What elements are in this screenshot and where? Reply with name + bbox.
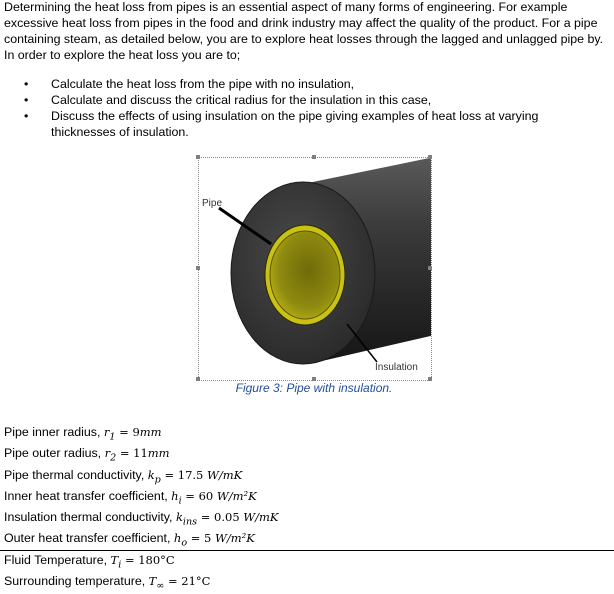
param-value: 60 (198, 488, 214, 503)
param-subscript: 1 (109, 431, 116, 443)
param-row: Pipe inner radius, $r_1 = 9mm$ (4, 425, 162, 443)
resize-handle[interactable] (428, 155, 432, 159)
bullet-icon: • (24, 109, 29, 123)
param-symbol: r (104, 446, 111, 461)
param-row: Fluid Temperature, $T_i = 180^\circ C$ (4, 552, 175, 571)
resize-handle[interactable] (312, 155, 316, 159)
param-symbol: r (103, 425, 110, 439)
resize-handle[interactable] (428, 266, 432, 270)
intro-paragraph: Determining the heat loss from pipes is an essential aspect of many forms of engineering. For example excessive heat loss from pipes in the food and drink industry may affect the quality of the product. For a pipe containing steam, as detailed below, you are to explore heat losses through the lagged and unlagged pipe by. In order to explore the heat loss you are to; (4, 0, 604, 62)
parameter-list (4, 424, 279, 594)
pipe-illustration (199, 158, 431, 380)
resize-handle[interactable] (196, 155, 200, 159)
task-text: Discuss the effects of using insulation on the pipe giving examples of heat loss at varying thicknesses of insulation. (51, 109, 539, 139)
task-item (24, 92, 604, 108)
param-symbol: k (175, 510, 183, 525)
param-value: 5 (204, 531, 212, 546)
figure-caption: Figure 3: Pipe with insulation. (235, 381, 393, 395)
param-label: Outer heat transfer coefficient, (4, 531, 174, 546)
param-label: Pipe thermal conductivity, (4, 467, 148, 482)
param-subscript: o (181, 537, 188, 549)
task-text: Calculate and discuss the critical radius for the insulation in this case, (51, 93, 432, 107)
param-unit: W/m²K (215, 531, 255, 546)
param-unit: mm (139, 425, 162, 439)
param-label: Pipe inner radius, (4, 425, 104, 439)
task-text: Calculate the heat loss from the pipe with no insulation, (51, 77, 355, 91)
param-unit: W/mK (243, 510, 279, 525)
param-label: Insulation thermal conductivity, (4, 510, 176, 525)
bullet-icon: • (24, 93, 29, 107)
param-symbol: T (110, 552, 119, 567)
pipe-bore (270, 231, 340, 319)
pipe-label: Pipe (202, 198, 223, 209)
param-value: 11 (133, 446, 148, 461)
param-label: Surrounding temperature, (4, 574, 149, 589)
param-symbol: T (148, 574, 157, 589)
param-row: Outer heat transfer coefficient, $h_o = 5$ W/m²K (4, 531, 255, 549)
param-row: Surrounding temperature, $T_\infty = 21^\circ C$ (4, 574, 211, 592)
param-row: Inner heat transfer coefficient, $h_i = 60$ W/m²K (4, 488, 257, 507)
insulation-label: Insulation (375, 362, 418, 373)
param-subscript: i (178, 495, 182, 507)
param-subscript: ∞ (156, 580, 165, 592)
param-symbol: h (171, 488, 179, 503)
param-unit: W/m²K (216, 488, 257, 503)
task-item (24, 108, 604, 140)
task-item (24, 76, 604, 92)
param-label: Pipe outer radius, (4, 446, 105, 461)
param-unit: W/mK (207, 467, 243, 482)
param-unit: mm (147, 446, 170, 461)
param-label: Fluid Temperature, (4, 552, 111, 567)
param-subscript: p (154, 473, 161, 485)
bottom-divider (0, 550, 614, 551)
param-subscript: ins (182, 516, 198, 528)
resize-handle[interactable] (196, 266, 200, 270)
param-value: 21°C (181, 574, 211, 589)
param-row: Pipe outer radius, $r_2 = 11mm$ (4, 446, 170, 464)
param-value: 9 (132, 425, 140, 439)
task-list (24, 76, 604, 140)
param-subscript: i (118, 559, 122, 571)
param-label: Inner heat transfer coefficient, (4, 488, 172, 503)
param-symbol: h (173, 531, 182, 546)
bullet-icon: • (24, 77, 29, 91)
param-value: 0.05 (214, 510, 240, 525)
param-value: 17.5 (177, 467, 204, 482)
param-row: Pipe thermal conductivity, $k_p = 17.5$ W/mK (4, 467, 243, 485)
param-symbol: k (147, 467, 155, 482)
param-value: 180°C (138, 552, 175, 567)
param-row: Insulation thermal conductivity, $k_{ins} = 0.05$ W/mK (4, 510, 279, 528)
pipe-figure[interactable] (198, 157, 432, 381)
param-subscript: 2 (110, 452, 117, 464)
